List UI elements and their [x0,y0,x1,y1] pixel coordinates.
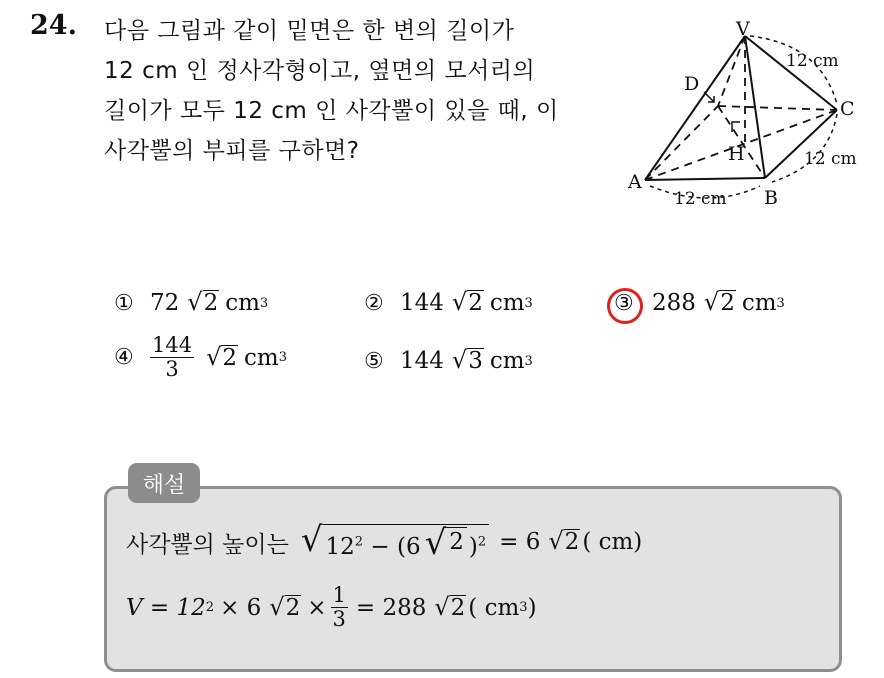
label-c: C [840,98,855,120]
question-line-3: 길이가 모두 12 cm 인 사각뿔이 있을 때, 이 [104,98,559,124]
edge-label-side: 12 cm [804,149,857,169]
solution-line-1: 사각뿔의 높이는 √ $12^2 - (6$ √ 2 )$^2$ = 6 √ 2 ( cm) [126,520,643,563]
label-h: H [728,143,745,165]
solution-line-2: V = 12 2 × 6 √ 2 × $\frac{1}{3}$ = 288 √ 2 ( cm 3 ) [126,583,537,632]
edge-label-bottom: 12 cm [674,189,727,209]
pyramid-figure [600,14,870,214]
edge-label-top: 12 cm [786,51,839,71]
edge-ab [645,178,765,180]
label-b: B [764,187,778,209]
choice-2[interactable]: ② 144 √ 2 cm 3 [364,288,533,317]
label-v: V [736,18,750,40]
choice-4[interactable]: ④ $\frac{144}{3}$ √ 2 cm 3 [114,333,288,382]
label-d: D [684,73,700,95]
question-line-4: 사각뿔의 부피를 구하면? [104,138,360,164]
edge-vd [718,36,745,106]
diag-db [718,106,765,178]
choice-3[interactable]: ③ 288 √ 2 cm 3 [614,288,785,317]
choice-5[interactable]: ⑤ 144 √ 3 cm 3 [364,346,533,375]
edge-dc [718,106,837,110]
solution-tab: 해설 [128,463,200,503]
question-line-1: 다음 그림과 같이 밑면은 한 변의 길이가 [104,18,515,44]
arc-side [772,114,837,182]
edge-ad [645,106,718,180]
question-line-2: 12 cm 인 정사각형이고, 옆면의 모서리의 [104,58,536,84]
label-a: A [628,171,642,193]
choice-1[interactable]: ① 72 √ 2 cm 3 [114,288,269,317]
solution-box [104,486,842,672]
question-number: 24. [30,10,77,41]
